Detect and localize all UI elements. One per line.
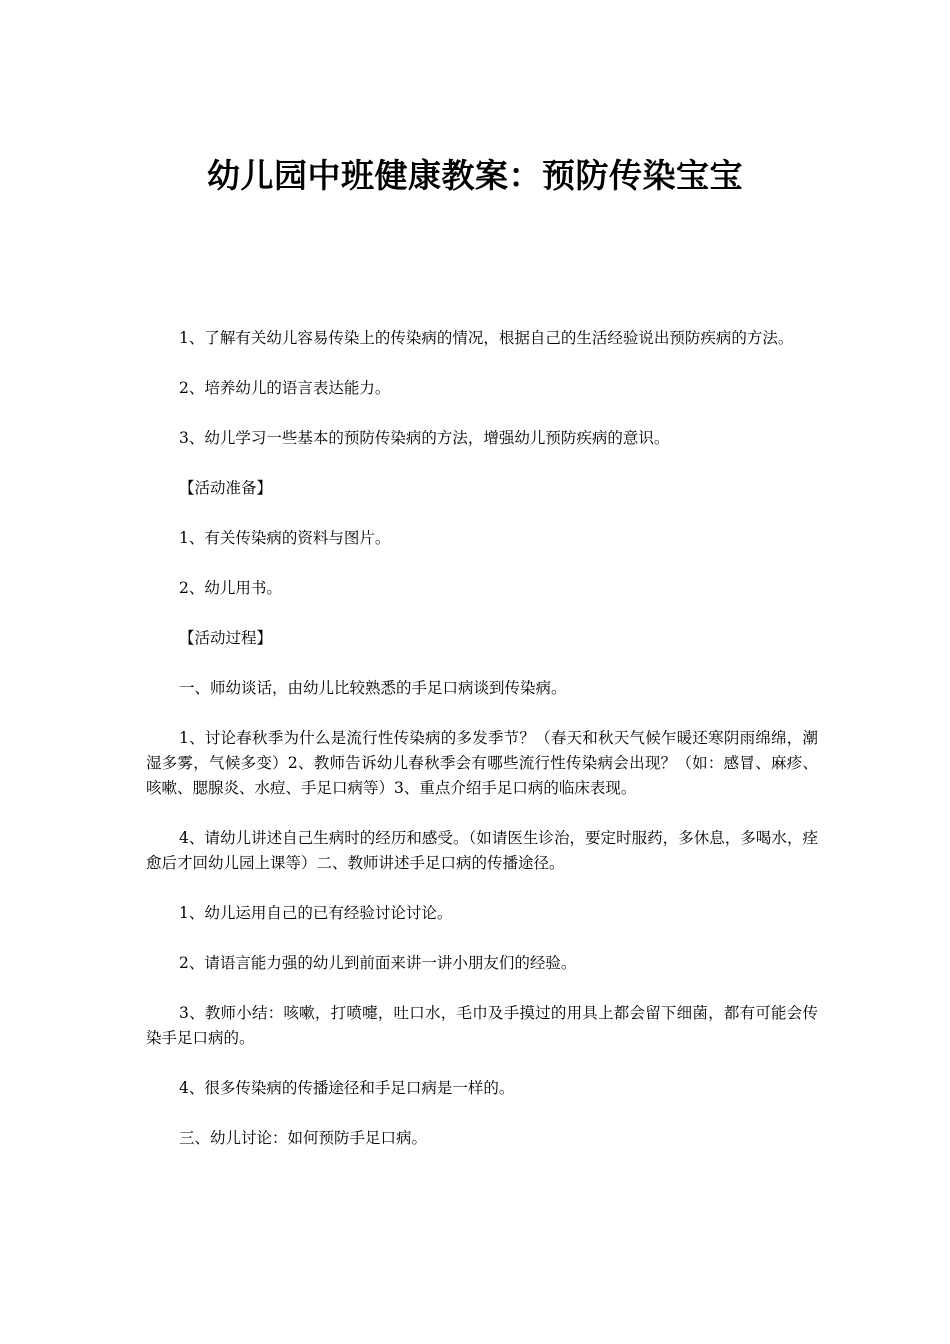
paragraph-preparation-1: 1、有关传染病的资料与图片。 [179, 529, 391, 547]
paragraph-step-1: 一、师幼谈话，由幼儿比较熟悉的手足口病谈到传染病。 [179, 679, 567, 697]
paragraph-step-2-2: 2、请语言能力强的幼儿到前面来讲一讲小朋友们的经验。 [179, 954, 577, 972]
paragraph-objective-3: 3、幼儿学习一些基本的预防传染病的方法，增强幼儿预防疾病的意识。 [179, 429, 670, 447]
paragraph-objective-1: 1、了解有关幼儿容易传染上的传染病的情况，根据自己的生活经验说出预防疾病的方法。 [179, 329, 794, 347]
section-heading-preparation: 【活动准备】 [179, 479, 273, 497]
paragraph-step-3: 三、幼儿讨论：如何预防手足口病。 [179, 1129, 428, 1147]
paragraph-step-2-summary: 3、教师小结：咳嗽，打喷嚏，吐口水，毛巾及手摸过的用具上都会留下细菌，都有可能会传染手足口病的。 [146, 1004, 818, 1047]
paragraph-objective-2: 2、培养幼儿的语言表达能力。 [179, 379, 391, 397]
page-title: 幼儿园中班健康教案：预防传染宝宝 [207, 156, 743, 195]
paragraph-step-1-discussion: 1、讨论春秋季为什么是流行性传染病的多发季节？（春天和秋天气候乍暖还寒阴雨绵绵，潮湿多雾，气候多变）2、教师告诉幼儿春秋季会有哪些流行性传染病会出现？（如：感冒、麻疹、咳嗽、腮腺炎、水痘、手足口病等）3、重点介绍手足口病的临床表现。 [146, 729, 818, 797]
paragraph-step-1-experience: 4、请幼儿讲述自己生病时的经历和感受。（如请医生诊治，要定时服药，多休息，多喝水，痊愈后才回幼儿园上课等）二、教师讲述手足口病的传播途径。 [146, 829, 818, 872]
section-heading-process: 【活动过程】 [179, 629, 273, 647]
paragraph-step-2-4: 4、很多传染病的传播途径和手足口病是一样的。 [179, 1079, 515, 1097]
document-body [146, 326, 818, 1176]
paragraph-preparation-2: 2、幼儿用书。 [179, 579, 282, 597]
paragraph-step-2-1: 1、幼儿运用自己的已有经验讨论讨论。 [179, 904, 453, 922]
